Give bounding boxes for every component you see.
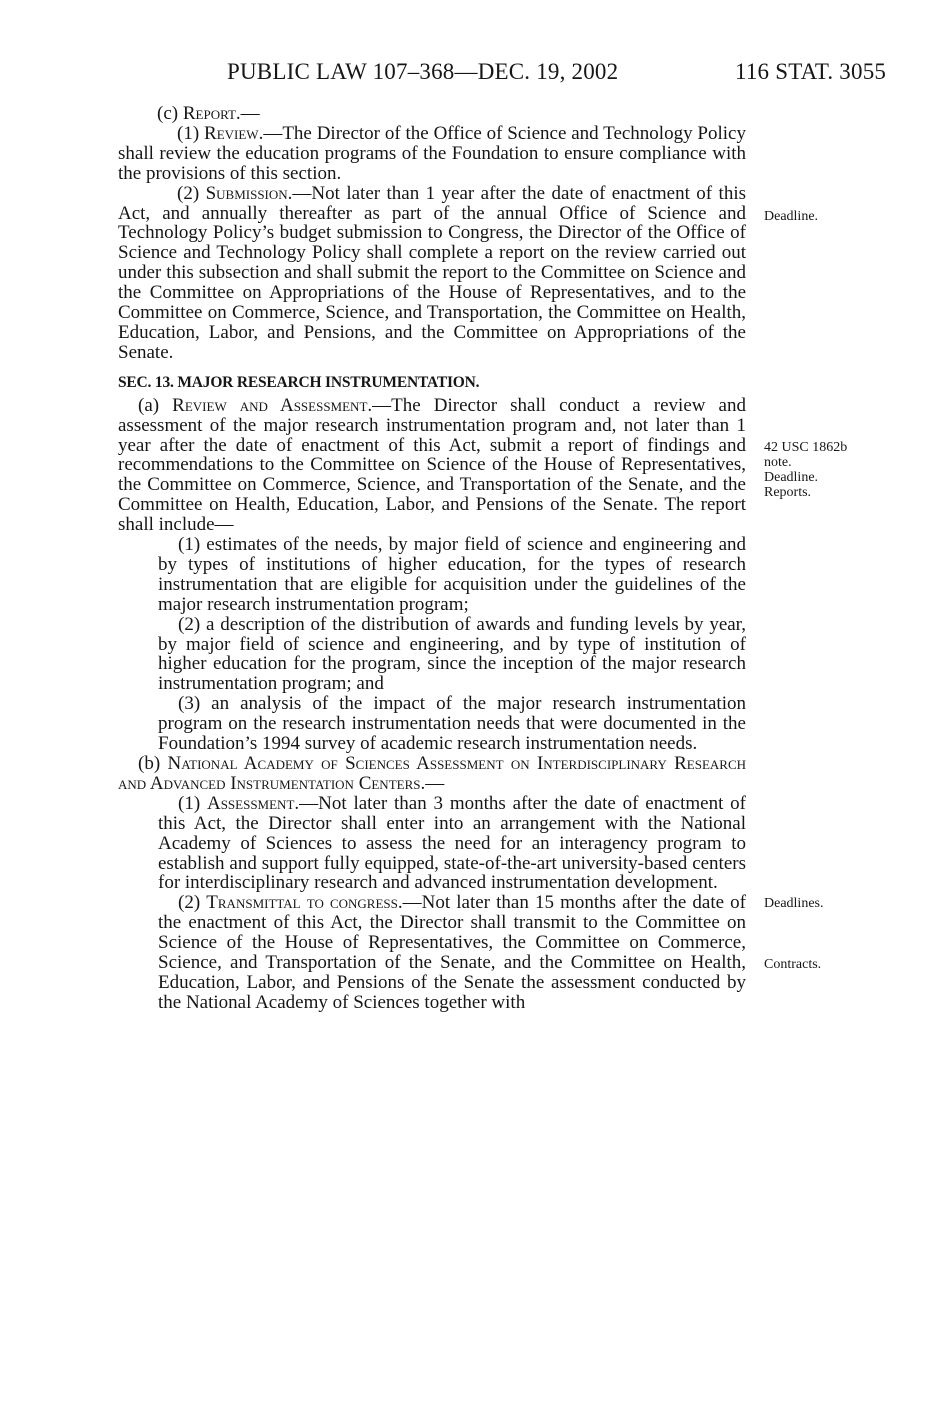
margin-note-deadlines: Deadlines.: [764, 896, 824, 911]
page-reference: 116 STAT. 3055: [735, 59, 887, 84]
running-header: PUBLIC LAW 107–368—DEC. 19, 2002: [227, 59, 619, 84]
paragraph-c2: (2) Submission.—Not later than 1 year after the date of enactment of this Act, and annually thereafter as part of the annual Office of Science and Technology Policy’s budget submission to Congress, the Director of the Office of Science and Technology Policy shall complete a report on the review carried out under this subsection and shall submit the report to the Committee on Science and the Committee on Appropriations of the House of Representatives, and to the Committee on Commerce, Science, and Transportation, the Committee on Health, Education, Labor, and Pensions, and the Committee on Appropriations of the Senate.: [118, 182, 746, 363]
paragraph-c1: (1) Review.—The Director of the Office of Science and Technology Policy shall review the education programs of the Foundation to ensure compliance with the provisions of this section.: [118, 122, 746, 184]
paragraph-a1: (1) estimates of the needs, by major field of science and engineering and by types of institutions of higher education, for the types of research instrumentation that are eligible for acquisition under the guidelines of the major research instrumentation program;: [158, 534, 746, 615]
paragraph-a2: (2) a description of the distribution of awards and funding levels by year, by major field of science and engineering, and by type of institution of higher education for the program, since the inception of the major research instrumentation program; and: [158, 613, 746, 695]
subsection-b-heading: (b) National Academy of Sciences Assessment on Interdisciplinary Research and Advanced Instrumentation Centers.—: [118, 753, 746, 794]
margin-note-deadline: Deadline.: [764, 209, 819, 224]
paragraph-b2: (2) Transmittal to congress.—Not later than 15 months after the date of the enactment of this Act, the Director shall transmit to the Committee on Science of the House of Representatives, the Committee on Commerce, Science, and Transportation of the Senate, and the Committee on Health, Education, Labor, and Pensions of the Senate the assessment conducted by the National Academy of Sciences together with: [158, 892, 747, 1013]
margin-note-citation-deadline: Deadline.: [764, 470, 819, 485]
margin-note-citation-note: note.: [764, 455, 792, 470]
subsection-a: (a) Review and Assessment.—The Director shall conduct a review and assessment of the major research instrumentation program and, not later than 1 year after the date of enactment of this Act, submit a report of findings and recommendations to the Committee on Science of the House of Representatives, the Committee on Commerce, Science, and Transportation of the Senate, and the Committee on Health, Education, Labor, and Pensions of the Senate. The report shall include—: [118, 394, 746, 536]
margin-note-contracts: Contracts.: [764, 957, 822, 972]
paragraph-b1: (1) Assessment.—Not later than 3 months after the date of enactment of this Act, the Director shall enter into an arrangement with the National Academy of Sciences to assess the need for an interagency program to establish and support fully equipped, state-of-the-art university-based centers for interdisciplinary research and advanced instrumentation development.: [158, 792, 747, 894]
margin-note-citation: [764, 440, 847, 500]
subsection-c-heading: (c) Report.—: [157, 103, 260, 124]
margin-note-citation-usc: 42 USC 1862b: [764, 440, 848, 455]
paragraph-a3: (3) an analysis of the impact of the major research instrumentation program on the research instrumentation needs that were documented in the Foundation’s 1994 survey of academic research instrumentation needs.: [158, 693, 746, 755]
margin-note-citation-reports: Reports.: [764, 485, 812, 500]
section-13-heading: SEC. 13. MAJOR RESEARCH INSTRUMENTATION.: [118, 373, 480, 391]
body-text: [118, 104, 746, 1013]
